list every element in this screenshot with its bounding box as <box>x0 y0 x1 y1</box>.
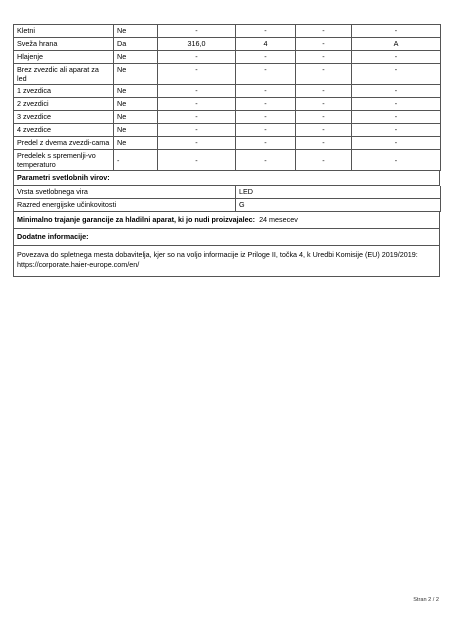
compartment-col5: - <box>352 85 441 98</box>
guarantee-value: 24 mesecev <box>259 215 298 224</box>
light-section-heading: Parametri svetlobnih virov: <box>13 171 440 186</box>
page-number: Stran 2 / 2 <box>413 597 439 603</box>
compartment-volume: - <box>158 51 236 64</box>
table-row <box>14 150 441 171</box>
compartment-col5: - <box>352 124 441 137</box>
compartment-present: - <box>114 150 158 171</box>
compartment-col4: - <box>296 85 352 98</box>
compartment-volume: - <box>158 98 236 111</box>
compartment-present: Ne <box>114 85 158 98</box>
compartment-name: Predel z dvema zvezdi-cama <box>14 137 114 150</box>
compartment-col5: A <box>352 38 441 51</box>
compartment-temp: - <box>236 137 296 150</box>
guarantee-row <box>13 212 440 229</box>
compartment-present: Ne <box>114 137 158 150</box>
compartment-col5: - <box>352 25 441 38</box>
compartment-name: Kletni <box>14 25 114 38</box>
compartment-col4: - <box>296 51 352 64</box>
table-row <box>14 186 441 199</box>
compartment-volume: 316,0 <box>158 38 236 51</box>
compartment-temp: - <box>236 85 296 98</box>
compartment-col5: - <box>352 137 441 150</box>
compartment-col4: - <box>296 25 352 38</box>
compartment-table <box>13 24 441 171</box>
compartment-col4: - <box>296 98 352 111</box>
light-source-table <box>13 186 441 212</box>
compartment-col4: - <box>296 64 352 85</box>
compartment-name: 3 zvezdice <box>14 111 114 124</box>
compartment-present: Ne <box>114 25 158 38</box>
compartment-temp: - <box>236 51 296 64</box>
compartment-name: 2 zvezdici <box>14 98 114 111</box>
info-text: Povezava do spletnega mesta dobavitelja, kjer so na voljo informacije iz Priloge II, točka 4, k Uredbi Komisije (EU) 2019/2019: https://corporate.haier-europe.com/en/ <box>13 246 440 277</box>
table-row <box>14 98 441 111</box>
table-row <box>14 111 441 124</box>
compartment-col4: - <box>296 150 352 171</box>
table-row <box>14 124 441 137</box>
compartment-temp: 4 <box>236 38 296 51</box>
compartment-volume: - <box>158 137 236 150</box>
compartment-temp: - <box>236 111 296 124</box>
light-type-value: LED <box>236 186 441 199</box>
energy-class-value: G <box>236 199 441 212</box>
compartment-present: Ne <box>114 98 158 111</box>
document-sheet <box>13 24 440 277</box>
table-row <box>14 137 441 150</box>
compartment-volume: - <box>158 64 236 85</box>
light-type-label: Vrsta svetlobnega vira <box>14 186 236 199</box>
compartment-present: Ne <box>114 51 158 64</box>
compartment-present: Ne <box>114 64 158 85</box>
compartment-col4: - <box>296 111 352 124</box>
compartment-col5: - <box>352 64 441 85</box>
compartment-col4: - <box>296 137 352 150</box>
table-row <box>14 38 441 51</box>
compartment-volume: - <box>158 111 236 124</box>
compartment-col5: - <box>352 51 441 64</box>
compartment-col4: - <box>296 124 352 137</box>
table-row <box>14 25 441 38</box>
compartment-name: Sveža hrana <box>14 38 114 51</box>
compartment-name: Predelek s spremenlji-vo temperaturo <box>14 150 114 171</box>
compartment-col5: - <box>352 150 441 171</box>
compartment-temp: - <box>236 98 296 111</box>
compartment-col5: - <box>352 98 441 111</box>
compartment-name: Hlajenje <box>14 51 114 64</box>
compartment-temp: - <box>236 64 296 85</box>
compartment-volume: - <box>158 25 236 38</box>
compartment-name: 1 zvezdica <box>14 85 114 98</box>
compartment-name: Brez zvezdic ali aparat za led <box>14 64 114 85</box>
compartment-name: 4 zvezdice <box>14 124 114 137</box>
compartment-temp: - <box>236 150 296 171</box>
table-row <box>14 64 441 85</box>
table-row <box>14 51 441 64</box>
energy-class-label: Razred energijske učinkovitosti <box>14 199 236 212</box>
compartment-volume: - <box>158 150 236 171</box>
compartment-present: Da <box>114 38 158 51</box>
compartment-col4: - <box>296 38 352 51</box>
info-heading: Dodatne informacije: <box>13 229 440 246</box>
compartment-present: Ne <box>114 111 158 124</box>
table-row <box>14 199 441 212</box>
table-row <box>14 85 441 98</box>
compartment-temp: - <box>236 25 296 38</box>
compartment-present: Ne <box>114 124 158 137</box>
compartment-volume: - <box>158 85 236 98</box>
compartment-temp: - <box>236 124 296 137</box>
compartment-volume: - <box>158 124 236 137</box>
compartment-col5: - <box>352 111 441 124</box>
guarantee-label: Minimalno trajanje garancije za hladilni aparat, ki jo nudi proizvajalec: <box>17 215 256 224</box>
